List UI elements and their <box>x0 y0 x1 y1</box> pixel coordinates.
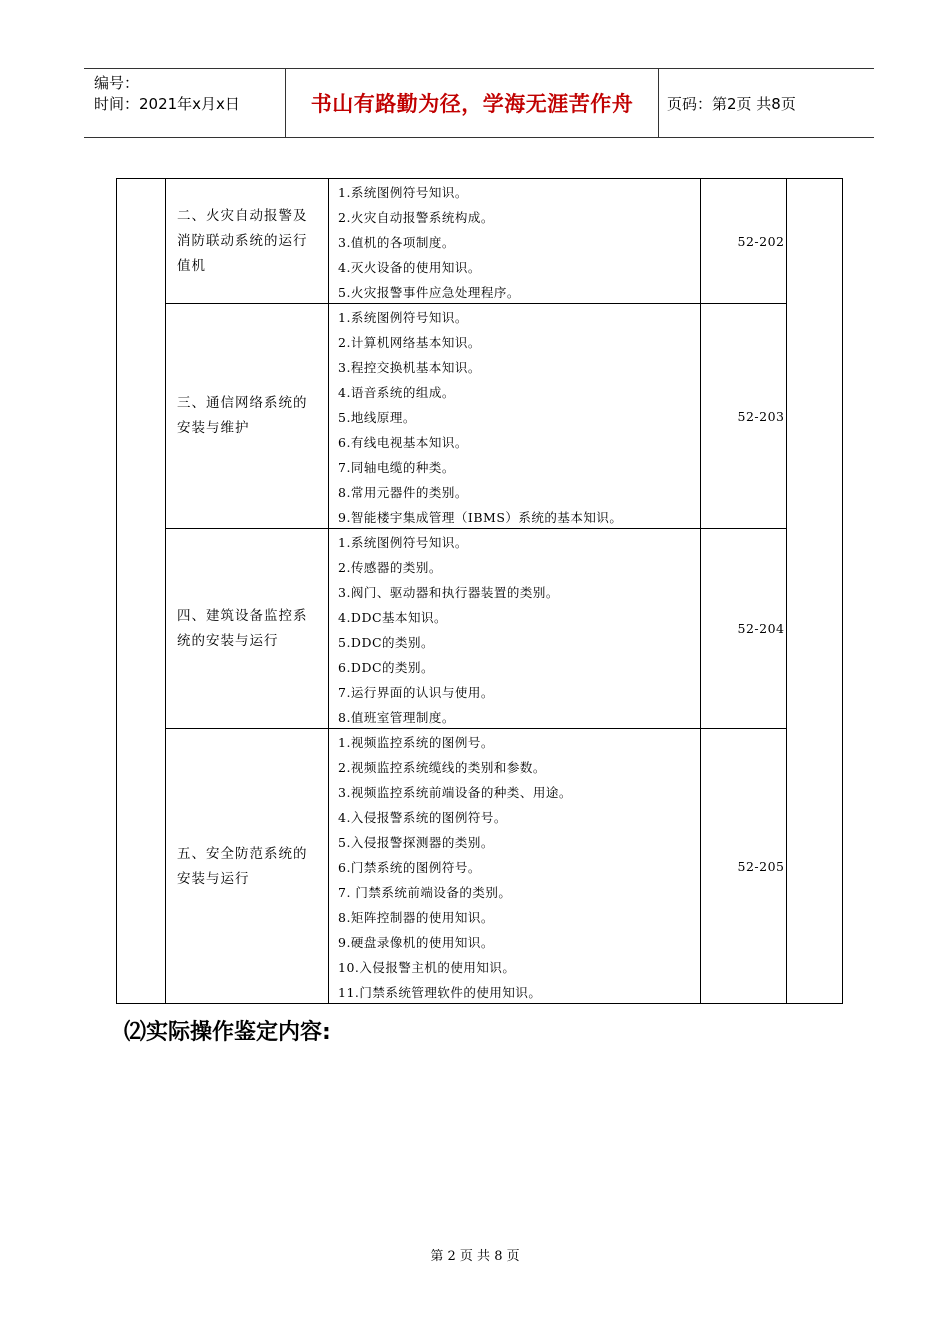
table-row-code <box>701 304 821 528</box>
motto: 书山有路勤为径，学海无涯苦作舟 <box>310 92 634 116</box>
item-text: 1.视频监控系统的图例号。 <box>338 735 494 750</box>
header-meta <box>84 69 284 137</box>
item-text: 9.智能楼宇集成管理（IBMS）系统的基本知识。 <box>338 510 623 525</box>
item-text: 5.DDC的类别。 <box>338 635 435 650</box>
item-text: 6.DDC的类别。 <box>338 660 435 675</box>
table-row-code <box>701 729 821 1004</box>
item-text: 4.DDC基本知识。 <box>338 610 448 625</box>
item-text: 4.入侵报警系统的图例符号。 <box>338 810 507 825</box>
table-row-topic <box>167 304 329 528</box>
topic-text: 五、安全防范系统的安装与运行 <box>177 845 308 887</box>
topic-text: 三、通信网络系统的安装与维护 <box>177 395 308 436</box>
section-title: ⑵实际操作鉴定内容: <box>124 1020 331 1045</box>
table-row-items <box>338 305 718 530</box>
item-text: 2.视频监控系统缆线的类别和参数。 <box>338 760 546 775</box>
item-text: 4.语音系统的组成。 <box>338 385 455 400</box>
item-text: 1.系统图例符号知识。 <box>338 535 468 550</box>
table-row-code <box>701 179 821 303</box>
page-header <box>84 68 874 138</box>
item-text: 1.系统图例符号知识。 <box>338 185 468 200</box>
page-footer: 第 2 页 共 8 页 <box>430 1249 520 1264</box>
page-label: 页码：第2页 共8页 <box>667 94 796 113</box>
item-text: 5.入侵报警探测器的类别。 <box>338 835 494 850</box>
table-row-topic <box>167 729 329 1004</box>
item-text: 8.常用元器件的类别。 <box>338 485 468 500</box>
item-text: 3.阀门、驱动器和执行器装置的类别。 <box>338 585 559 600</box>
item-text: 1.系统图例符号知识。 <box>338 310 468 325</box>
item-text: 6.有线电视基本知识。 <box>338 435 468 450</box>
item-text: 4.灭火设备的使用知识。 <box>338 260 481 275</box>
item-text: 7.运行界面的认识与使用。 <box>338 685 494 700</box>
item-text: 7. 门禁系统前端设备的类别。 <box>338 885 512 900</box>
item-text: 8.值班室管理制度。 <box>338 710 455 725</box>
table-row-code <box>701 529 821 728</box>
code-text: 52-205 <box>737 859 785 874</box>
time-label: 时间：2021年x月x日 <box>94 95 240 113</box>
item-text: 10.入侵报警主机的使用知识。 <box>338 960 516 975</box>
item-text: 3.程控交换机基本知识。 <box>338 360 481 375</box>
content-table <box>116 178 843 1004</box>
topic-text: 二、火灾自动报警及消防联动系统的运行值机 <box>177 207 308 274</box>
item-text: 9.硬盘录像机的使用知识。 <box>338 935 494 950</box>
table-row-topic <box>167 179 329 303</box>
item-text: 8.矩阵控制器的使用知识。 <box>338 910 494 925</box>
item-text: 11.门禁系统管理软件的使用知识。 <box>338 985 542 1000</box>
item-text: 2.火灾自动报警系统构成。 <box>338 210 494 225</box>
topic-text: 四、建筑设备监控系统的安装与运行 <box>177 607 308 649</box>
number-label: 编号： <box>94 74 140 92</box>
table-row-items <box>338 530 718 730</box>
table-row-items <box>338 180 718 305</box>
table-row-topic <box>167 529 329 728</box>
item-text: 2.传感器的类别。 <box>338 560 442 575</box>
item-text: 3.视频监控系统前端设备的种类、用途。 <box>338 785 572 800</box>
item-text: 6.门禁系统的图例符号。 <box>338 860 481 875</box>
header-page-cell <box>658 69 874 137</box>
code-text: 52-204 <box>737 621 785 636</box>
item-text: 3.值机的各项制度。 <box>338 235 455 250</box>
item-text: 5.火灾报警事件应急处理程序。 <box>338 285 520 300</box>
code-text: 52-203 <box>737 408 785 424</box>
item-text: 7.同轴电缆的种类。 <box>338 460 455 475</box>
header-motto-cell <box>285 69 659 137</box>
item-text: 2.计算机网络基本知识。 <box>338 335 481 350</box>
table-row-items <box>338 730 718 1005</box>
item-text: 5.地线原理。 <box>338 410 416 425</box>
code-text: 52-202 <box>737 233 785 249</box>
